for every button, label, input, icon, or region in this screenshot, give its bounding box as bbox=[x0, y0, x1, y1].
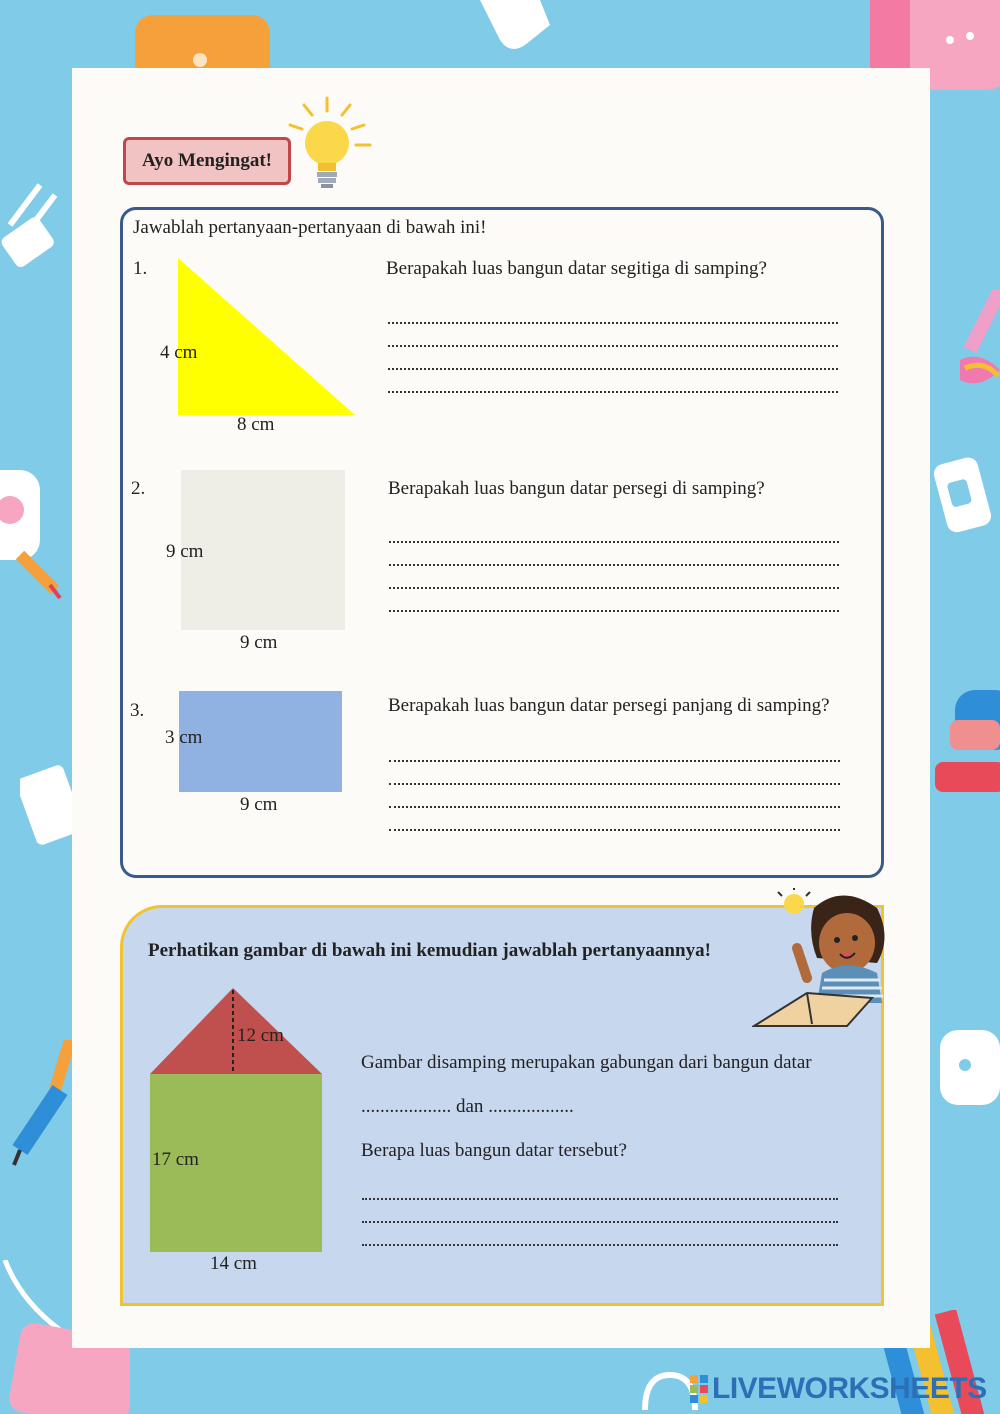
pen-decoration bbox=[0, 1040, 75, 1170]
square-shape bbox=[181, 470, 345, 630]
bonus-instruction: Perhatikan gambar di bawah ini kemudian jawablah pertanyaannya! bbox=[148, 940, 711, 961]
stapler-decoration bbox=[930, 690, 1000, 800]
triangle-shape bbox=[178, 258, 356, 416]
answer-line[interactable] bbox=[389, 783, 840, 785]
blank-left[interactable]: ................... bbox=[361, 1096, 452, 1117]
reminder-label bbox=[123, 137, 291, 185]
rectangle-shape bbox=[179, 691, 342, 792]
brand-name: LIVEWORKSHEETS bbox=[712, 1372, 987, 1405]
question-text: Berapakah luas bangun datar segitiga di samping? bbox=[386, 258, 767, 279]
question-number: 3. bbox=[130, 700, 145, 721]
base-label: 9 cm bbox=[240, 632, 278, 653]
square-height-label: 17 cm bbox=[152, 1149, 199, 1170]
answer-line[interactable] bbox=[388, 322, 838, 324]
question-text: Berapakah luas bangun datar persegi di samping? bbox=[388, 478, 765, 499]
blank-connector: dan bbox=[456, 1096, 484, 1117]
height-label: 9 cm bbox=[166, 541, 204, 562]
answer-line[interactable] bbox=[389, 829, 840, 831]
notebook-decoration bbox=[20, 760, 75, 850]
answer-line[interactable] bbox=[362, 1221, 838, 1223]
question-number: 2. bbox=[131, 478, 146, 499]
answer-line[interactable] bbox=[389, 806, 840, 808]
answer-line[interactable] bbox=[389, 564, 839, 566]
height-label: 3 cm bbox=[165, 727, 203, 748]
base-label: 8 cm bbox=[237, 414, 275, 435]
eraser-decoration bbox=[470, 0, 560, 55]
answer-line[interactable] bbox=[389, 760, 840, 762]
question-number: 1. bbox=[133, 258, 148, 279]
base-label: 14 cm bbox=[210, 1253, 257, 1274]
sharpener-decoration bbox=[930, 450, 1000, 540]
liveworksheets-brand[interactable] bbox=[690, 1372, 987, 1406]
base-label: 9 cm bbox=[240, 794, 278, 815]
lightbulb-icon bbox=[282, 95, 374, 190]
answer-line[interactable] bbox=[389, 587, 839, 589]
answer-line[interactable] bbox=[389, 610, 839, 612]
glue-bottle-decoration bbox=[0, 470, 70, 600]
bonus-question: Berapa luas bangun datar tersebut? bbox=[361, 1140, 627, 1161]
height-label: 4 cm bbox=[160, 342, 198, 363]
binder-clip-decoration bbox=[0, 175, 70, 275]
reminder-label-text: Ayo Mengingat! bbox=[142, 150, 272, 171]
answer-line[interactable] bbox=[388, 345, 838, 347]
answer-line[interactable] bbox=[362, 1244, 838, 1246]
answer-line[interactable] bbox=[388, 391, 838, 393]
blank-right[interactable]: .................. bbox=[488, 1096, 574, 1117]
answer-line[interactable] bbox=[389, 541, 839, 543]
bag-decoration bbox=[930, 1010, 1000, 1110]
question-text: Berapakah luas bangun datar persegi panjang di samping? bbox=[388, 695, 830, 716]
questions-instruction: Jawablah pertanyaan-pertanyaan di bawah ini! bbox=[133, 217, 487, 238]
triangle-height-label: 12 cm bbox=[237, 1025, 284, 1046]
answer-line[interactable] bbox=[362, 1198, 838, 1200]
liveworksheets-logo-icon bbox=[690, 1375, 708, 1403]
statement-text: Gambar disamping merupakan gabungan dari bangun datar bbox=[361, 1052, 812, 1073]
paint-brush-decoration bbox=[930, 290, 1000, 390]
girl-reading-illustration bbox=[752, 888, 892, 1028]
answer-line[interactable] bbox=[388, 368, 838, 370]
